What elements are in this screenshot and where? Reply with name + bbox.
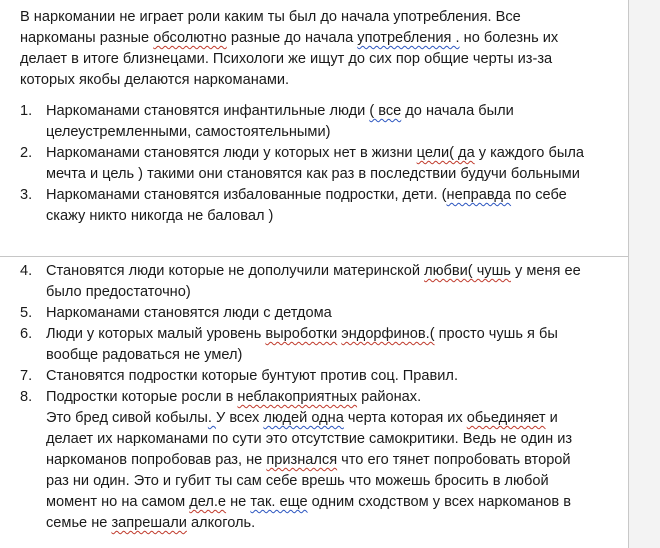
misspelled-word: обьединяет [466,410,546,426]
intro-text: разные до начала [226,30,358,46]
list-number: 4. [20,263,33,279]
numbered-list-page-1 [20,101,595,227]
intro-text: но болезнь их делает в итоге близнецами. Психологи же ищут до сих пор общие черты из-за которых якобы делаются наркоманами. [20,30,559,88]
list-number: 1. [20,103,33,119]
list-item-text: Подростки которые росли в [46,389,238,405]
intro-text: В наркомании не играет роли каким ты был до начала употребления. Все [20,9,521,25]
grammar-flagged-word: людей одна [263,410,344,426]
grammar-flagged-word: . [207,410,217,426]
misspelled-word: любви( чушь [424,263,511,279]
closing-text: черта которая их [343,410,467,426]
list-number: 5. [20,305,33,321]
misspelled-word: цели( да [416,145,475,161]
grammar-flagged-word: ( все [369,103,402,119]
misspelled-word: неблакоприятных [237,389,358,405]
list-number: 7. [20,368,33,384]
grammar-flagged-word: употребления . [357,30,460,46]
list-item[interactable] [20,143,595,185]
closing-text: У всех [216,410,264,426]
grammar-flagged-word: неправда [446,187,512,203]
list-item-text: Наркоманами становятся инфантильные люди [46,103,370,119]
intro-text: наркоманы разные [20,30,154,46]
numbered-list-page-2 [20,261,595,534]
closing-text: что его тянет попробовать второй раз ни один. Это и губит ты сам себе врешь что можешь бросить в любой момент но на самом [46,452,571,510]
list-item[interactable] [20,387,595,534]
closing-text: не [226,494,251,510]
list-item-text: Люди у которых малый уровень [46,326,266,342]
closing-paragraph[interactable] [46,408,595,534]
intro-paragraph[interactable] [20,7,595,91]
list-number: 3. [20,187,33,203]
closing-text: алкоголь. [186,515,256,531]
list-item-text: районах. [357,389,422,405]
misspelled-word: обсолютно [153,30,227,46]
list-item[interactable] [20,324,595,366]
list-number: 2. [20,145,33,161]
list-item-text: до начала были целеустремленными, самостоятельными) [46,103,514,140]
closing-text: Это бред сивой кобылы [46,410,208,426]
misspelled-word: эндорфинов.( [341,326,435,342]
list-number: 6. [20,326,33,342]
list-item[interactable] [20,303,595,324]
list-number: 8. [20,389,33,405]
list-item[interactable] [20,261,595,303]
list-item-text: просто чушь я бы вообще радоваться не умел) [46,326,558,363]
list-item-text: Становятся люди которые не дополучили материнской [46,263,425,279]
list-item-text: Наркоманами становятся люди у которых нет в жизни [46,145,417,161]
closing-text: одним сходством у всех наркоманов в семье не [46,494,571,531]
list-item-text: по себе скажу никто никогда не баловал ) [46,187,567,224]
list-item-text: Становятся подростки которые бунтуют против соц. Правил. [46,368,458,384]
list-item-text: Наркоманами становятся избалованные подростки, дети. ( [46,187,447,203]
closing-text: и делает их наркоманами по сути это отсутствие самокритики. Ведь не один из наркоманов попробовав раз, не [46,410,573,468]
list-item-text: у каждого была мечта и цель ) такими они становятся как раз в последствии будучи больными [46,145,584,182]
grammar-flagged-word: так. еще [250,494,308,510]
misspelled-word: запрешали [111,515,187,531]
list-item[interactable] [20,185,595,227]
list-item[interactable] [20,366,595,387]
misspelled-word: дел.е [189,494,227,510]
workspace-background [629,0,660,548]
list-item-text: у меня ее было предостаточно) [46,263,581,300]
misspelled-word: признался [266,452,338,468]
misspelled-word: выроботки [265,326,338,342]
list-item-text: Наркоманами становятся люди с детдома [46,305,332,321]
page-break [0,256,628,257]
list-item[interactable] [20,101,595,143]
